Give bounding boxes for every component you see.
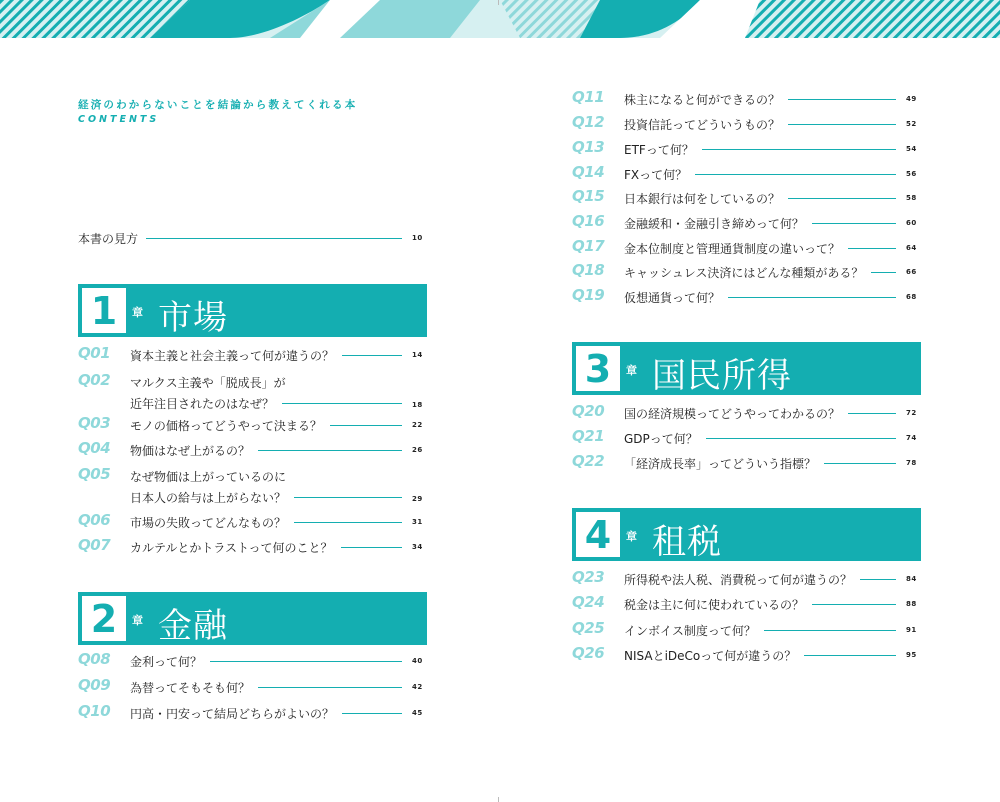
leader-line: [258, 687, 402, 688]
toc-entry-row[interactable]: [130, 415, 423, 435]
page-number: 88: [906, 600, 917, 608]
toc-row-intro[interactable]: [78, 228, 423, 248]
leader-line: [282, 403, 402, 404]
chapter-suffix: 章: [626, 530, 637, 543]
chapter-title: 租税: [652, 522, 722, 562]
entry-title: 資本主義と社会主義って何が違うの？: [130, 348, 335, 363]
gutter-mark-bottom: [498, 797, 499, 802]
toc-entry-row[interactable]: [624, 114, 917, 134]
toc-entry-row[interactable]: [624, 428, 917, 448]
page-number: 84: [906, 575, 917, 583]
toc-entry-row[interactable]: [624, 213, 917, 233]
toc-entry-row[interactable]: [130, 677, 423, 697]
leader-line: [342, 713, 402, 714]
chapter-number-box: [82, 596, 126, 641]
entry-title: 日本銀行は何をしているの？: [624, 191, 781, 206]
leader-line: [788, 124, 896, 125]
chapter-suffix: 章: [132, 306, 143, 319]
toc-entry-row[interactable]: [624, 287, 917, 307]
entry-title: NISAとiDeCoって何が違うの？: [624, 648, 797, 663]
entry-title: 金融緩和・金融引き締めって何？: [624, 216, 804, 231]
question-number: Q18: [572, 261, 605, 279]
leader-line: [702, 149, 896, 150]
entry-title: 所得税や法人税、消費税って何が違うの？: [624, 572, 853, 587]
leader-line: [871, 272, 896, 273]
entry-title: 近年注目されたのはなぜ？: [130, 396, 275, 411]
entry-title: モノの価格ってどうやって決まる？: [130, 418, 322, 433]
chapter-title: 金融: [158, 606, 228, 646]
entry-title: 市場の失敗ってどんなもの？: [130, 515, 287, 530]
page-number: 78: [906, 459, 917, 467]
page-number: 58: [906, 194, 917, 202]
page-number: 95: [906, 651, 917, 659]
toc-entry-row[interactable]: [624, 262, 917, 282]
question-number: Q14: [572, 163, 605, 181]
page-number: 52: [906, 120, 917, 128]
page-number: 49: [906, 95, 917, 103]
toc-entry-row[interactable]: [624, 139, 917, 159]
leader-line: [764, 630, 896, 631]
toc-entry-row[interactable]: [130, 487, 423, 507]
page-number: 22: [412, 421, 423, 429]
entry-title: キャッシュレス決済にはどんな種類がある？: [624, 265, 864, 280]
page-number: 91: [906, 626, 917, 634]
page-number: 18: [412, 401, 423, 409]
page-number: 68: [906, 293, 917, 301]
toc-label: 本書の見方: [78, 231, 139, 246]
entry-title: FXって何？: [624, 167, 688, 182]
toc-entry-row[interactable]: [624, 238, 917, 258]
question-number: Q25: [572, 619, 605, 637]
chapter-suffix: 章: [626, 364, 637, 377]
chapter-banner-4[interactable]: [572, 508, 921, 561]
chapter-number: 3: [584, 346, 612, 391]
chapter-number-box: [82, 288, 126, 333]
entry-title: ETFって何？: [624, 142, 694, 157]
toc-entry-row[interactable]: [624, 89, 917, 109]
entry-title: 為替ってそもそも何？: [130, 680, 251, 695]
page-number: 64: [906, 244, 917, 252]
entry-title: インボイス制度って何？: [624, 623, 756, 638]
entry-title: 税金は主に何に使われているの？: [624, 597, 805, 612]
entry-title: 円高・円安って結局どちらがよいの？: [130, 706, 335, 721]
question-number: Q03: [78, 414, 111, 432]
page-number: 10: [412, 234, 423, 242]
entry-title: 「経済成長率」ってどういう指標？: [624, 456, 817, 471]
leader-line: [824, 463, 896, 464]
toc-entry-row[interactable]: [130, 440, 423, 460]
entry-title: 国の経済規模ってどうやってわかるの？: [624, 406, 841, 421]
question-number: Q19: [572, 286, 605, 304]
question-number: Q06: [78, 511, 111, 529]
leader-line: [695, 174, 896, 175]
leader-line: [341, 547, 402, 548]
chapter-suffix: 章: [132, 614, 143, 627]
entry-title: 金利って何？: [130, 654, 203, 669]
question-number: Q10: [78, 702, 111, 720]
question-number: Q11: [572, 88, 605, 106]
entry-title: 株主になると何ができるの？: [624, 92, 781, 107]
leader-line: [706, 438, 896, 439]
toc-entry-row[interactable]: [624, 645, 917, 665]
toc-entry-row[interactable]: [624, 164, 917, 184]
question-number: Q17: [572, 237, 605, 255]
question-number: Q21: [572, 427, 605, 445]
page-number: 42: [412, 683, 423, 691]
question-number: Q05: [78, 465, 111, 483]
toc-entry-row[interactable]: [130, 345, 423, 365]
question-number: Q02: [78, 371, 111, 389]
chapter-banner-2[interactable]: [78, 592, 427, 645]
toc-entry-row[interactable]: [624, 569, 917, 589]
leader-line: [812, 223, 896, 224]
toc-entry-row[interactable]: [624, 620, 917, 640]
leader-line: [294, 522, 402, 523]
toc-entry-row: [130, 372, 286, 392]
leader-line: [330, 425, 402, 426]
question-number: Q16: [572, 212, 605, 230]
question-number: Q26: [572, 644, 605, 662]
leader-line: [342, 355, 402, 356]
chapter-number: 4: [584, 512, 612, 557]
toc-entry-row[interactable]: [624, 594, 917, 614]
page-number: 45: [412, 709, 423, 717]
page-number: 29: [412, 495, 423, 503]
page-number: 14: [412, 351, 423, 359]
page-number: 60: [906, 219, 917, 227]
contents-heading: CONTENTS: [78, 114, 160, 125]
leader-line: [210, 661, 402, 662]
page-number: 54: [906, 145, 917, 153]
toc-entry-row[interactable]: [130, 537, 423, 557]
leader-line: [848, 413, 896, 414]
chapter-number-box: [576, 512, 620, 557]
question-number: Q07: [78, 536, 111, 554]
question-number: Q04: [78, 439, 111, 457]
entry-title: 物価はなぜ上がるの？: [130, 443, 251, 458]
question-number: Q01: [78, 344, 111, 362]
question-number: Q12: [572, 113, 605, 131]
chapter-number: 2: [90, 596, 118, 641]
leader-line: [804, 655, 896, 656]
entry-title: GDPって何？: [624, 431, 698, 446]
entry-title: 金本位制度と管理通貨制度の違いって？: [624, 241, 841, 256]
question-number: Q22: [572, 452, 605, 470]
entry-title: 投資信託ってどういうもの？: [624, 117, 781, 132]
page-number: 56: [906, 170, 917, 178]
entry-title: 日本人の給与は上がらない？: [130, 490, 287, 505]
leader-line: [788, 198, 896, 199]
leader-line: [812, 604, 896, 605]
toc-entry-row[interactable]: [130, 512, 423, 532]
toc-entry-row[interactable]: [130, 393, 423, 413]
toc-entry-row: [130, 466, 286, 486]
question-number: Q08: [78, 650, 111, 668]
toc-entry-row[interactable]: [624, 403, 917, 423]
page-number: 66: [906, 268, 917, 276]
question-number: Q09: [78, 676, 111, 694]
page-number: 72: [906, 409, 917, 417]
chapter-title: 市場: [158, 298, 228, 338]
toc-entry-row[interactable]: [130, 651, 423, 671]
leader-line: [848, 248, 896, 249]
leader-line: [788, 99, 896, 100]
leader-line: [146, 238, 402, 239]
page-number: 34: [412, 543, 423, 551]
question-number: Q23: [572, 568, 605, 586]
entry-title: なぜ物価は上がっているのに: [130, 469, 287, 484]
page-number: 40: [412, 657, 423, 665]
entry-title: マルクス主義や「脱成長」が: [130, 375, 286, 390]
chapter-banner-1[interactable]: [78, 284, 427, 337]
top-decorative-band: [0, 0, 1000, 38]
question-number: Q24: [572, 593, 605, 611]
toc-entry-row[interactable]: [624, 188, 917, 208]
chapter-banner-3[interactable]: [572, 342, 921, 395]
question-number: Q13: [572, 138, 605, 156]
page-number: 31: [412, 518, 423, 526]
leader-line: [258, 450, 402, 451]
entry-title: カルテルとかトラストって何のこと？: [130, 540, 333, 555]
entry-title: 仮想通貨って何？: [624, 290, 721, 305]
leader-line: [294, 497, 402, 498]
leader-line: [728, 297, 896, 298]
chapter-number: 1: [90, 288, 118, 333]
toc-entry-row[interactable]: [130, 703, 423, 723]
question-number: Q15: [572, 187, 605, 205]
page-number: 74: [906, 434, 917, 442]
toc-entry-row[interactable]: [624, 453, 917, 473]
gutter-mark-top: [498, 0, 499, 5]
chapter-title: 国民所得: [652, 356, 792, 396]
question-number: Q20: [572, 402, 605, 420]
book-subtitle: 経済のわからないことを結論から教えてくれる本: [78, 99, 358, 111]
page-number: 26: [412, 446, 423, 454]
leader-line: [860, 579, 896, 580]
chapter-number-box: [576, 346, 620, 391]
stripe-pattern: [0, 0, 1000, 38]
